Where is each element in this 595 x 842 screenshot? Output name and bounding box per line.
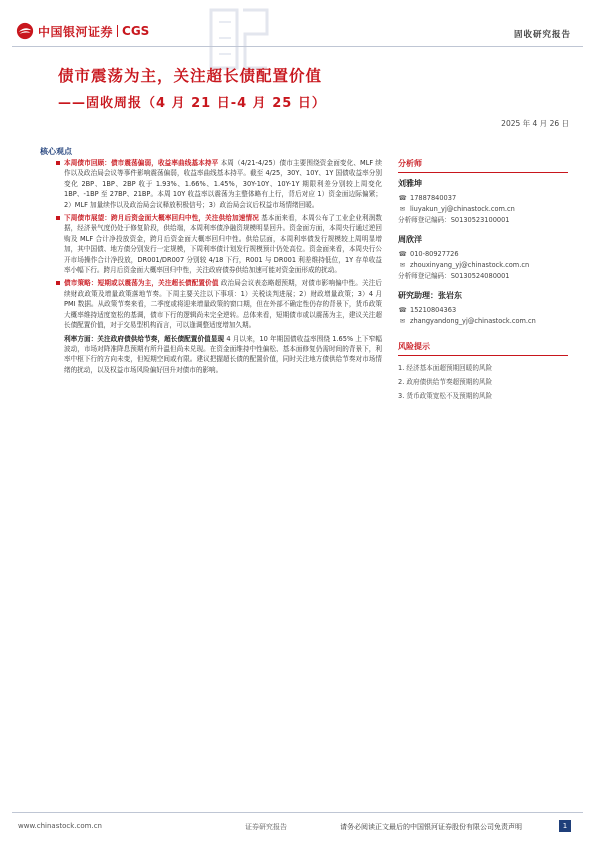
- email-icon: ✉: [399, 261, 406, 269]
- analyst-name: 刘雅坤: [398, 179, 422, 188]
- phone-value: 17887840037: [410, 194, 457, 202]
- paragraph-body: 基本面来看，本周公布了工业企业利润数据，经济景气度仍处于修复阶段，供给端，本周利率债净融资规模明显回升。资金面方面，本周央行通过逆回购及 MLF 合计净投放资金，跨月后资金面大概率回归中性。供给层面，本周利率债发行规模较上周明显增加，其中国债、地方债分别发行一定规模，下周利率债计划发行规模预计仍处高位。资金面来看，本周央行公开市场操作合计净投放，DR001/DR007 分别较 4/18 下行，R001 与 DR001 利差维持低位，1Y 存单收益率小幅下行。跨月后资金面大概率回归中性，关注政府债券供给加速可能对资金面形成的扰动。: [64, 214, 383, 275]
- report-date: 2025 年 4 月 26 日: [501, 119, 569, 128]
- paragraph-lead: 债市策略：短期或以震荡为主，关注超长债配置价值: [64, 279, 219, 288]
- sidebar: [398, 158, 568, 403]
- risk-item: 2. 政府债供给节奏超预期的风险: [398, 378, 493, 386]
- report-type: 固收研究报告: [513, 30, 571, 40]
- analyst-email[interactable]: [398, 204, 568, 215]
- phone-value: 15210804363: [410, 306, 457, 314]
- paragraph-outlook: [64, 213, 382, 275]
- email-value[interactable]: liuyakun_yj@chinastock.com.cn: [410, 205, 515, 213]
- phone-value: 010-80927726: [410, 250, 459, 258]
- footer-disclaimer: 请务必阅读正文最后的中国银河证券股份有限公司免责声明: [340, 823, 522, 831]
- paragraph-body: 政治局会议表态略超预期，对债市影响偏中性。关注后续财政政策及增量政策落地节奏。下周主要关注以下事项：1）关税谈判进展；2）财政增量政策；3）4 月 PMI 数据。从政策节奏来看，二季度或将迎来增量政策的窗口期，但在外部不确定性仍存的背景下，货币政策大概率维持适度宽松的基调，债市下行的逻辑尚未完全逆转。总体来看，短期债市或以震荡为主，建议关注超长债配置价值，对于交易型机构而言，可以逢调整适度增加久期。: [64, 279, 383, 330]
- report-title: 债市震荡为主，关注超长债配置价值: [58, 67, 323, 85]
- analyst-card: [398, 234, 568, 282]
- paragraph-lead: 下周债市展望：跨月后资金面大概率回归中性，关注供给加速情况: [64, 214, 259, 223]
- core-points-label: 核心观点: [40, 147, 72, 156]
- analyst-phone: [398, 249, 568, 260]
- email-icon: ✉: [399, 205, 406, 213]
- cert-value: 分析师登记编码：S0130524080001: [398, 272, 510, 280]
- assistant-phone: [398, 305, 568, 316]
- red-bullet-icon: [56, 216, 60, 220]
- page-footer: [0, 812, 595, 842]
- analyst-phone: [398, 193, 568, 204]
- analyst-email[interactable]: [398, 260, 568, 271]
- brand-name: 中国银河证券: [38, 24, 114, 39]
- phone-icon: ☎: [398, 306, 407, 314]
- header-divider: [12, 46, 583, 47]
- analyst-section-title: 分析师: [398, 158, 568, 173]
- paragraph-rates: [64, 334, 382, 376]
- analyst-cert: [398, 271, 568, 282]
- brand-abbr: CGS: [122, 24, 150, 38]
- footer-doc-type: 证券研究报告: [245, 823, 287, 831]
- brand-separator: [117, 25, 118, 37]
- main-content: [64, 158, 382, 378]
- footer-divider: [12, 812, 583, 813]
- phone-icon: ☎: [398, 250, 407, 258]
- paragraph-review: [64, 158, 382, 210]
- red-bullet-icon: [56, 161, 60, 165]
- assistant-title: 研究助理：张岩东: [398, 291, 462, 300]
- analyst-card: [398, 178, 568, 226]
- paragraph-body: 4 月以来，10 年期国债收益率围绕 1.65% 上下窄幅波动，市场对降准降息预期有所升温但尚未兑现。在资金面维持中性偏松、基本面修复仍需时间的背景下，利率中枢下行的方向未变，但短期空间或有限。建议把握超长债的配置价值，同时关注地方债供给节奏对市场情绪的扰动，以及权益市场风险偏好回升对债市的影响。: [64, 334, 382, 374]
- risk-item: 3. 货币政策宽松不及预期的风险: [398, 392, 493, 400]
- page-header: [0, 0, 595, 48]
- risk-item: 1. 经济基本面超预期回暖的风险: [398, 364, 493, 372]
- risk-section-title: 风险提示: [398, 341, 568, 356]
- analyst-name: 周欣洋: [398, 235, 422, 244]
- galaxy-logo-icon: [16, 22, 34, 40]
- analyst-cert: [398, 215, 568, 226]
- footer-url[interactable]: www.chinastock.com.cn: [18, 822, 102, 830]
- paragraph-body: 本周（4/21-4/25）债市主要围绕资金面变化、MLF 续作以及政治局会议等事件影响震荡偏弱，收益率曲线基本持平。截至 4/25，30Y、10Y、1Y 国债收益率分别变化 2BP、1BP、2BP 收于 1.93%、1.66%、1.45%，30Y-10Y、10Y-1Y 期限利差分别较上周变化 1BP、-1BP 至 27BP、21BP。本周 10Y 收益率以震荡为主整体略有上行，背后对应 1）资金面边际偏紧；2）MLF 加量续作以及政治局会议释放积极信号；3）政治局会议后权益市场情绪回暖。: [64, 159, 382, 209]
- page-number: 1: [559, 820, 571, 832]
- title-block: [58, 64, 326, 111]
- email-value[interactable]: zhouxinyang_yj@chinastock.com.cn: [410, 261, 530, 269]
- paragraph-lead: 本周债市回顾：债市震荡偏弱，收益率曲线基本持平: [64, 159, 219, 167]
- report-subtitle: ——固收周报（4 月 21 日-4 月 25 日）: [58, 96, 326, 111]
- paragraph-strategy: [64, 278, 382, 330]
- brand-logo: [16, 22, 149, 40]
- paragraph-lead: 利率方面：关注政府债供给节奏，超长债配置价值显现: [64, 334, 225, 343]
- cert-value: 分析师登记编码：S0130523100001: [398, 216, 510, 224]
- email-value[interactable]: zhangyandong_yj@chinastock.com.cn: [410, 317, 536, 325]
- phone-icon: ☎: [398, 194, 407, 202]
- email-icon: ✉: [399, 317, 406, 325]
- red-bullet-icon: [56, 281, 60, 285]
- assistant-email[interactable]: [398, 316, 568, 327]
